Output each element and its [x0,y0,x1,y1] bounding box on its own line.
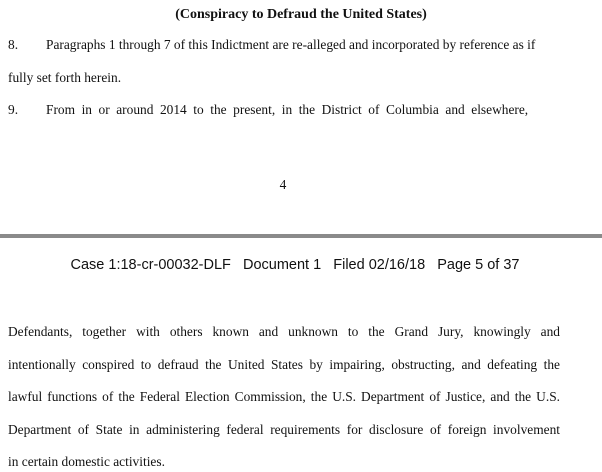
page-number: 4 [279,177,287,192]
continuation-line-1: Defendants, together with others known and unknown to the Grand Jury, knowingly and [8,324,560,339]
paragraph-8-number: 8. [8,37,19,52]
case-header-text: Case 1:18-cr-00032-DLF Document 1 Filed 02/16/18 Page 5 of 37 [70,257,520,273]
continuation-line-5: in certain domestic activities. [8,454,165,469]
continuation-line-4: Department of State in administering federal requirements for disclosure of foreign involvement [8,422,560,437]
continuation-line-2: intentionally conspired to defraud the United States by impairing, obstructing, and defeating the [8,357,560,372]
paragraph-9-number: 9. [8,102,19,117]
paragraph-8-line-2: fully set forth herein. [8,70,122,85]
case-header [0,256,590,274]
continuation-line-3: lawful functions of the Federal Election Commission, the U.S. Department of Justice, and the U.S. [8,389,560,404]
page-divider [0,234,602,238]
count-heading: (Conspiracy to Defraud the United States) [175,7,427,22]
paragraph-8-line-1 [8,36,535,54]
paragraph-8-text-1: Paragraphs 1 through 7 of this Indictment are re-alleged and incorporated by reference as if [46,37,536,52]
paragraph-9-line-1 [8,101,528,119]
paragraph-9-text-1: From in or around 2014 to the present, in the District of Columbia and elsewhere, [46,102,529,117]
